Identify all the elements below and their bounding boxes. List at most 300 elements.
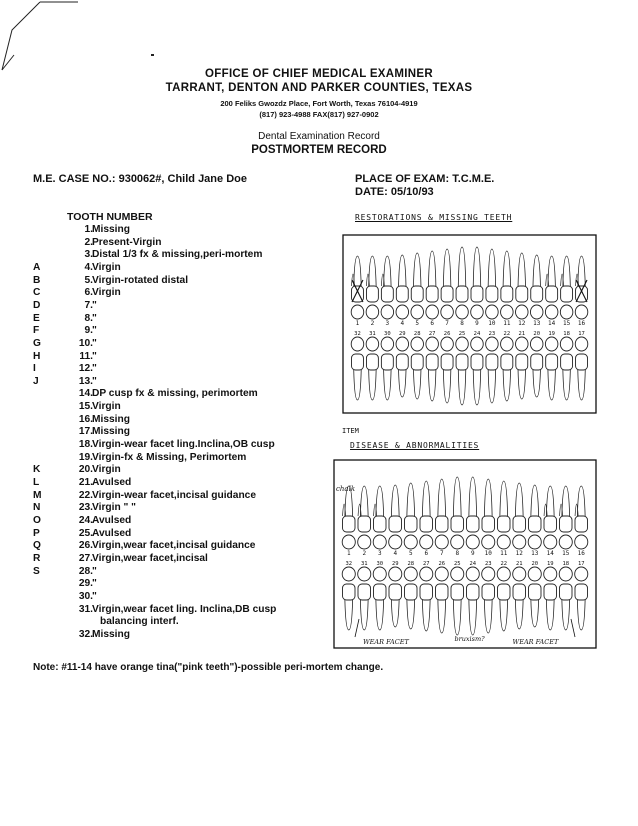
lower-tooth-root xyxy=(345,600,353,630)
primary-tooth-letter: A xyxy=(33,261,41,273)
lower-tooth-crown xyxy=(531,354,543,370)
tooth-number: 32. xyxy=(78,628,93,640)
tooth-number: 24. xyxy=(78,514,93,526)
lower-tooth-root xyxy=(546,600,554,630)
lower-tooth-root xyxy=(453,600,461,635)
lower-tooth-occlusal xyxy=(381,337,394,351)
office-phone: (817) 923-4988 FAX(817) 927-0902 xyxy=(259,110,379,119)
upper-tooth-number: 5 xyxy=(415,320,420,327)
chart-frame xyxy=(343,235,596,413)
tooth-number: 22. xyxy=(78,489,93,501)
lower-tooth-occlusal xyxy=(404,567,417,581)
lower-tooth-root xyxy=(484,600,492,633)
lower-tooth-number: 27 xyxy=(428,331,436,337)
primary-tooth-letter: N xyxy=(33,502,41,514)
wear-arrow xyxy=(571,619,575,637)
upper-tooth-root xyxy=(428,251,435,286)
upper-tooth-root xyxy=(469,477,477,516)
lower-tooth-number: 22 xyxy=(503,331,511,337)
primary-tooth-letter: L xyxy=(33,477,40,488)
upper-tooth-crown xyxy=(456,286,468,302)
tooth-finding: " xyxy=(92,578,97,590)
tooth-finding: Virgin,wear facet ling. Inclina,DB cusp xyxy=(92,603,277,615)
upper-tooth-number: 15 xyxy=(562,550,570,557)
primary-tooth-letter: J xyxy=(33,375,39,387)
lower-tooth-crown xyxy=(451,584,464,600)
tooth-finding: " xyxy=(92,325,97,337)
lower-tooth-root xyxy=(376,600,384,630)
upper-tooth-crown xyxy=(426,286,438,302)
upper-tooth-root xyxy=(438,479,446,516)
tooth-finding: Virgin " " xyxy=(92,502,137,514)
lower-tooth-occlusal xyxy=(366,337,379,351)
upper-tooth-root xyxy=(369,256,376,286)
lower-tooth-occlusal xyxy=(575,567,588,581)
chalk-note: chalk xyxy=(336,485,356,493)
lower-tooth-crown xyxy=(381,354,393,370)
tooth-finding: Avulsed xyxy=(92,514,132,526)
lower-tooth-occlusal xyxy=(516,337,529,351)
tooth-number-heading: TOOTH NUMBER xyxy=(67,211,153,223)
lower-tooth-number: 19 xyxy=(548,331,555,337)
tooth-finding: DP cusp fx & missing, perimortem xyxy=(92,388,258,400)
office-address: 200 Feliks Gwozdz Place, Fort Worth, Texas 76104-4919 xyxy=(220,99,418,108)
upper-tooth-number: 5 xyxy=(408,550,413,557)
tooth-number: 30. xyxy=(78,590,93,602)
date-row xyxy=(355,186,434,198)
lower-tooth-number: 17 xyxy=(578,331,585,337)
tooth-finding: Missing xyxy=(92,426,130,438)
upper-tooth-root xyxy=(500,481,508,516)
lower-tooth-crown xyxy=(529,584,542,600)
upper-tooth-crown xyxy=(529,516,542,532)
lower-tooth-occlusal xyxy=(389,567,402,581)
lower-tooth-root xyxy=(548,370,555,400)
upper-tooth-root xyxy=(548,256,555,286)
lower-tooth-number: 26 xyxy=(438,561,446,567)
lower-tooth-root xyxy=(384,370,391,400)
tooth-number: 26. xyxy=(78,540,93,552)
footnote: Note: #11-14 have orange tina("pink teeth")-possible peri-mortem change. xyxy=(33,662,384,673)
lower-tooth-number: 23 xyxy=(484,561,492,567)
upper-tooth-occlusal xyxy=(560,305,573,319)
upper-tooth-occlusal xyxy=(516,305,529,319)
upper-tooth-occlusal xyxy=(366,305,379,319)
date-label: DATE: xyxy=(355,186,388,198)
lower-tooth-crown xyxy=(471,354,483,370)
lower-tooth-occlusal xyxy=(441,337,454,351)
lower-tooth-occlusal xyxy=(559,567,572,581)
upper-tooth-crown xyxy=(396,286,408,302)
lower-tooth-crown xyxy=(343,584,356,600)
lower-tooth-occlusal xyxy=(435,567,448,581)
disease-dental-chart xyxy=(333,459,597,649)
counties-title: TARRANT, DENTON AND PARKER COUNTIES, TEXAS xyxy=(165,82,473,94)
upper-tooth-number: 1 xyxy=(346,550,351,557)
lower-tooth-number: 29 xyxy=(391,561,399,567)
lower-tooth-occlusal xyxy=(451,567,464,581)
tooth-finding: Missing xyxy=(92,628,130,640)
lower-tooth-root xyxy=(422,600,430,631)
upper-tooth-occlusal xyxy=(351,305,364,319)
upper-tooth-root xyxy=(407,483,415,516)
lower-tooth-number: 31 xyxy=(360,561,368,567)
upper-tooth-number: 7 xyxy=(445,320,449,327)
upper-tooth-occlusal xyxy=(559,535,572,549)
lower-tooth-occlusal xyxy=(358,567,371,581)
upper-tooth-number: 12 xyxy=(515,550,523,557)
upper-tooth-crown xyxy=(513,516,526,532)
upper-tooth-number: 8 xyxy=(460,320,464,327)
tooth-finding: Virgin-fx & Missing, Perimortem xyxy=(92,451,247,463)
lower-tooth-number: 25 xyxy=(453,561,461,567)
lower-tooth-crown xyxy=(374,584,387,600)
tooth-number: 25. xyxy=(78,527,93,539)
lower-tooth-number: 31 xyxy=(369,331,376,337)
lower-tooth-occlusal xyxy=(545,337,558,351)
lower-tooth-occlusal xyxy=(530,337,543,351)
lower-tooth-crown xyxy=(436,584,449,600)
lower-tooth-occlusal xyxy=(342,567,355,581)
upper-tooth-number: 6 xyxy=(430,320,434,327)
wear-arrow xyxy=(355,619,359,637)
place-label: PLACE OF EXAM: xyxy=(355,173,450,185)
lower-tooth-crown xyxy=(546,354,558,370)
upper-tooth-number: 15 xyxy=(562,320,571,327)
upper-tooth-number: 3 xyxy=(385,320,390,327)
lower-tooth-occlusal xyxy=(501,337,514,351)
lower-tooth-root xyxy=(500,600,508,631)
upper-tooth-root xyxy=(518,253,525,286)
tooth-number: 8. xyxy=(84,312,93,324)
upper-tooth-occlusal xyxy=(373,535,386,549)
upper-tooth-root xyxy=(399,255,406,286)
upper-tooth-number: 1 xyxy=(355,320,360,327)
lower-tooth-root xyxy=(563,370,570,400)
tooth-number: 5. xyxy=(84,274,93,286)
lower-tooth-root xyxy=(428,370,435,401)
tooth-number: 21. xyxy=(78,477,93,488)
primary-tooth-letter: D xyxy=(33,299,41,311)
primary-tooth-letter: F xyxy=(33,325,40,337)
record-title: POSTMORTEM RECORD xyxy=(251,144,387,156)
primary-tooth-letter: I xyxy=(33,363,36,375)
upper-tooth-number: 4 xyxy=(400,320,405,327)
lower-tooth-crown xyxy=(561,354,573,370)
lower-tooth-root xyxy=(369,370,376,400)
tooth-finding: Virgin xyxy=(92,464,121,476)
upper-tooth-number: 14 xyxy=(546,550,554,557)
tooth-number: 16. xyxy=(78,413,93,425)
upper-tooth-crown xyxy=(498,516,511,532)
upper-tooth-root xyxy=(515,483,523,516)
bruxism-note: bruxism? xyxy=(454,635,485,643)
lower-tooth-occlusal xyxy=(471,337,484,351)
tooth-finding: " xyxy=(92,363,97,375)
lower-tooth-crown xyxy=(411,354,423,370)
tooth-finding: " xyxy=(92,590,97,602)
upper-tooth-occlusal xyxy=(575,305,588,319)
upper-tooth-occlusal xyxy=(513,535,526,549)
tooth-finding: Virgin-rotated distal xyxy=(92,274,189,286)
lower-tooth-crown xyxy=(456,354,468,370)
lower-tooth-crown xyxy=(467,584,480,600)
lower-tooth-occlusal xyxy=(482,567,495,581)
lower-tooth-occlusal xyxy=(373,567,386,581)
upper-tooth-crown xyxy=(471,286,483,302)
tooth-number: 6. xyxy=(84,287,93,299)
upper-tooth-number: 13 xyxy=(531,550,539,557)
lower-tooth-number: 20 xyxy=(533,331,541,337)
tooth-finding: Distal 1/3 fx & missing,peri-mortem xyxy=(92,249,263,261)
tooth-number: 28. xyxy=(78,565,93,577)
tooth-finding: Present-Virgin xyxy=(92,236,162,248)
upper-tooth-number: 13 xyxy=(533,320,541,327)
upper-tooth-root xyxy=(443,249,450,286)
lower-tooth-crown xyxy=(498,584,511,600)
upper-tooth-root xyxy=(533,255,540,286)
tooth-finding: Missing xyxy=(92,224,130,235)
upper-tooth-root xyxy=(488,249,495,286)
upper-tooth-occlusal xyxy=(404,535,417,549)
lower-tooth-crown xyxy=(482,584,495,600)
lower-tooth-root xyxy=(503,370,510,401)
lower-tooth-occlusal xyxy=(466,567,479,581)
upper-tooth-crown xyxy=(374,516,387,532)
lower-tooth-occlusal xyxy=(426,337,439,351)
place-value: T.C.M.E. xyxy=(452,173,495,185)
lower-tooth-occlusal xyxy=(528,567,541,581)
tooth-finding: Avulsed xyxy=(92,527,132,539)
upper-tooth-number: 3 xyxy=(377,550,382,557)
upper-tooth-occlusal xyxy=(420,535,433,549)
case-label: M.E. CASE NO.: xyxy=(33,173,116,185)
upper-tooth-number: 6 xyxy=(424,550,429,557)
upper-tooth-number: 9 xyxy=(475,320,479,327)
page-corner-mark xyxy=(0,0,80,75)
tooth-finding: Virgin xyxy=(92,261,121,273)
upper-tooth-number: 2 xyxy=(362,550,367,557)
upper-tooth-number: 10 xyxy=(488,320,496,327)
tooth-number: 31. xyxy=(78,603,93,615)
lower-tooth-occlusal xyxy=(513,567,526,581)
tooth-number: 15. xyxy=(78,401,93,413)
tooth-number: 1. xyxy=(84,224,93,235)
upper-tooth-crown xyxy=(546,286,558,302)
upper-tooth-occlusal xyxy=(471,305,484,319)
lower-tooth-number: 28 xyxy=(407,561,415,567)
lower-tooth-root xyxy=(458,370,465,405)
lower-tooth-root xyxy=(562,600,570,630)
upper-tooth-occlusal xyxy=(528,535,541,549)
tooth-number: 20. xyxy=(78,464,93,476)
upper-tooth-root xyxy=(484,479,492,516)
upper-tooth-occlusal xyxy=(575,535,588,549)
primary-tooth-letter: H xyxy=(33,350,41,362)
lower-tooth-number: 28 xyxy=(413,331,421,337)
lower-tooth-occlusal xyxy=(497,567,510,581)
upper-tooth-occlusal xyxy=(389,535,402,549)
lower-tooth-occlusal xyxy=(396,337,409,351)
upper-tooth-crown xyxy=(358,516,371,532)
date-value: 05/10/93 xyxy=(390,186,434,198)
upper-tooth-root xyxy=(360,486,368,516)
tooth-finding: Virgin xyxy=(92,287,121,299)
tooth-finding: Virgin-wear facet ling.Inclina,OB cusp xyxy=(92,439,275,451)
lower-tooth-number: 24 xyxy=(469,561,477,567)
upper-tooth-root xyxy=(546,486,554,516)
lower-tooth-occlusal xyxy=(456,337,469,351)
tooth-number: 23. xyxy=(78,502,93,514)
lower-tooth-number: 27 xyxy=(422,561,430,567)
lower-tooth-root xyxy=(577,600,585,630)
tooth-number: 9. xyxy=(84,325,93,337)
upper-tooth-number: 11 xyxy=(500,550,508,557)
upper-tooth-crown xyxy=(420,516,433,532)
upper-tooth-crown xyxy=(381,286,393,302)
tooth-finding: " xyxy=(92,375,97,387)
lower-tooth-root xyxy=(443,370,450,403)
wear-facet-left-note: WEAR FACET xyxy=(363,638,409,646)
lower-tooth-crown xyxy=(544,584,557,600)
upper-tooth-occlusal xyxy=(451,535,464,549)
upper-tooth-root xyxy=(458,247,465,286)
upper-tooth-occlusal xyxy=(435,535,448,549)
upper-tooth-crown xyxy=(411,286,423,302)
tooth-finding: " xyxy=(92,299,97,311)
upper-tooth-root xyxy=(578,256,585,286)
upper-tooth-crown xyxy=(405,516,418,532)
upper-tooth-crown xyxy=(501,286,513,302)
upper-tooth-occlusal xyxy=(486,305,499,319)
upper-tooth-root xyxy=(563,256,570,286)
upper-tooth-crown xyxy=(561,286,573,302)
lower-tooth-root xyxy=(407,600,415,629)
upper-tooth-number: 12 xyxy=(518,320,526,327)
tooth-finding: " xyxy=(92,337,97,349)
item-side-note: ITEM xyxy=(342,427,359,435)
lower-tooth-root xyxy=(515,600,523,629)
lower-tooth-occlusal xyxy=(560,337,573,351)
lower-tooth-crown xyxy=(513,584,526,600)
lower-tooth-root xyxy=(578,370,585,400)
disease-chart-title: DISEASE & ABNORMALITIES xyxy=(350,441,480,450)
tooth-finding: Virgin-wear facet,incisal guidance xyxy=(92,489,256,501)
tooth-number: 13. xyxy=(78,375,93,387)
lower-tooth-crown xyxy=(389,584,402,600)
lower-tooth-crown xyxy=(576,354,588,370)
tooth-number: 2. xyxy=(84,236,93,248)
tooth-number: 7. xyxy=(84,299,93,311)
upper-tooth-crown xyxy=(544,516,557,532)
lower-tooth-crown xyxy=(560,584,573,600)
tooth-number: 11. xyxy=(79,350,93,362)
lower-tooth-crown xyxy=(501,354,513,370)
lower-tooth-number: 25 xyxy=(458,331,466,337)
lower-tooth-number: 21 xyxy=(515,561,523,567)
lower-tooth-occlusal xyxy=(420,567,433,581)
lower-tooth-root xyxy=(518,370,525,399)
lower-tooth-root xyxy=(473,370,480,405)
lower-tooth-crown xyxy=(441,354,453,370)
lower-tooth-root xyxy=(438,600,446,633)
upper-tooth-root xyxy=(384,256,391,286)
tooth-number: 14. xyxy=(78,388,93,400)
lower-tooth-crown xyxy=(575,584,588,600)
upper-tooth-occlusal xyxy=(456,305,469,319)
upper-tooth-crown xyxy=(389,516,402,532)
lower-tooth-occlusal xyxy=(486,337,499,351)
office-title: OFFICE OF CHIEF MEDICAL EXAMINER xyxy=(205,68,433,80)
lower-tooth-number: 30 xyxy=(384,331,391,337)
upper-tooth-root xyxy=(503,251,510,286)
upper-tooth-crown xyxy=(482,516,495,532)
restorations-chart-title: RESTORATIONS & MISSING TEETH xyxy=(355,213,513,222)
lower-tooth-number: 20 xyxy=(531,561,539,567)
tooth-finding: " xyxy=(92,312,97,324)
lower-tooth-occlusal xyxy=(575,337,588,351)
tooth-number: 19. xyxy=(78,451,93,463)
upper-tooth-root xyxy=(577,486,585,516)
upper-tooth-crown xyxy=(436,516,449,532)
upper-tooth-root xyxy=(422,481,430,516)
lower-tooth-number: 19 xyxy=(546,561,554,567)
case-value: 930062#, Child Jane Doe xyxy=(118,173,247,185)
chart-frame xyxy=(334,460,596,648)
primary-tooth-letter: E xyxy=(33,312,40,324)
upper-tooth-number: 16 xyxy=(577,550,585,557)
upper-tooth-root xyxy=(376,486,384,516)
tooth-finding: Avulsed xyxy=(92,477,132,488)
upper-tooth-root xyxy=(413,253,420,286)
upper-tooth-crown xyxy=(575,516,588,532)
lower-tooth-root xyxy=(391,600,399,627)
lower-tooth-crown xyxy=(516,354,528,370)
primary-tooth-letter: Q xyxy=(33,540,41,552)
primary-tooth-letter: B xyxy=(33,274,41,286)
tooth-finding: Virgin,wear facet,incisal xyxy=(92,552,208,564)
upper-tooth-crown xyxy=(467,516,480,532)
record-type: Dental Examination Record xyxy=(258,131,380,142)
lower-tooth-number: 22 xyxy=(500,561,508,567)
upper-tooth-number: 4 xyxy=(393,550,398,557)
upper-tooth-occlusal xyxy=(545,305,558,319)
upper-tooth-occlusal xyxy=(501,305,514,319)
upper-tooth-root xyxy=(562,486,570,516)
speck xyxy=(151,54,154,56)
upper-tooth-crown xyxy=(451,516,464,532)
upper-tooth-occlusal xyxy=(482,535,495,549)
upper-tooth-number: 9 xyxy=(470,550,475,557)
lower-tooth-number: 24 xyxy=(473,331,481,337)
primary-tooth-letter: M xyxy=(33,489,42,501)
upper-tooth-root xyxy=(391,485,399,516)
primary-tooth-letter: S xyxy=(33,565,40,577)
upper-tooth-crown xyxy=(560,516,573,532)
lower-tooth-root xyxy=(354,370,361,400)
upper-tooth-number: 14 xyxy=(548,320,556,327)
tooth-finding: balancing interf. xyxy=(100,616,179,628)
upper-tooth-number: 10 xyxy=(484,550,492,557)
upper-tooth-number: 11 xyxy=(503,320,511,327)
lower-tooth-number: 32 xyxy=(354,331,361,337)
place-row xyxy=(355,173,494,185)
upper-tooth-occlusal xyxy=(466,535,479,549)
lower-tooth-number: 29 xyxy=(398,331,406,337)
upper-tooth-number: 7 xyxy=(439,550,444,557)
lower-tooth-root xyxy=(399,370,406,397)
tooth-finding: Virgin,wear facet,incisal guidance xyxy=(92,540,256,552)
